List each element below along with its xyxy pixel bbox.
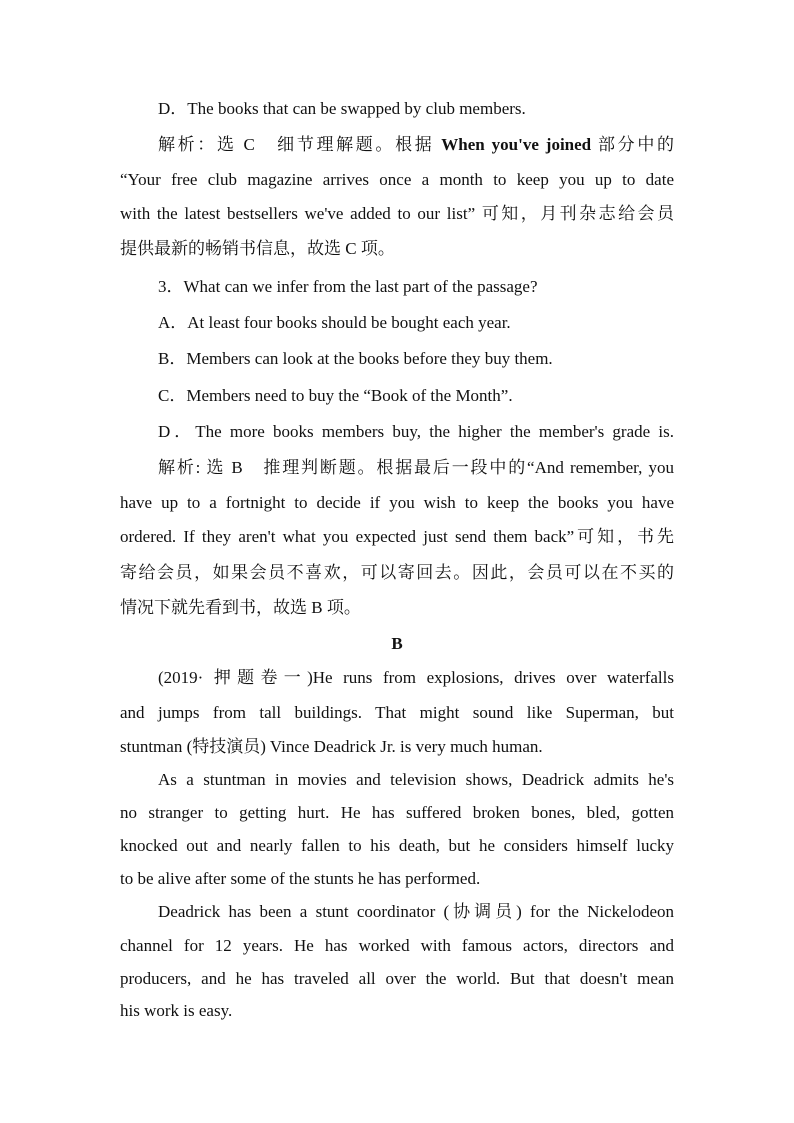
q2-analysis-prefix: 解析：选 C 细节理解题。根据 bbox=[158, 135, 442, 154]
q2-analysis-suffix: 部分中的 bbox=[591, 135, 674, 154]
section-heading: B bbox=[391, 634, 403, 653]
q3-option-d: D．The more books members buy, the higher the member's grade is. bbox=[158, 422, 674, 441]
passage-p3-line-2: channel for 12 years. He has worked with famous actors, directors and bbox=[120, 936, 674, 955]
passage-p2-line-4: to be alive after some of the stunts he has performed. bbox=[120, 869, 481, 888]
q2-analysis-line-3: with the latest bestsellers we've added to our list” 可知，月刊杂志给会员 bbox=[120, 204, 674, 223]
passage-p2-line-3: knocked out and nearly fallen to his death, but he considers himself lucky bbox=[120, 836, 674, 855]
passage-p2-line-1: As a stuntman in movies and television shows, Deadrick admits he's bbox=[158, 770, 674, 789]
passage-p3-line-1: Deadrick has been a stunt coordinator (协调员) for the Nickelodeon bbox=[158, 902, 674, 921]
passage-p3-line-3: producers, and he has traveled all over the world. But that doesn't mean bbox=[120, 969, 674, 988]
q2-analysis-line-1 bbox=[158, 133, 674, 157]
q2-analysis-line-4: 提供最新的畅销书信息，故选 C 项。 bbox=[120, 239, 395, 258]
passage-p1-line-3: stuntman (特技演员) Vince Deadrick Jr. is very much human. bbox=[120, 737, 543, 756]
q3-question: 3．What can we infer from the last part of the passage? bbox=[158, 277, 538, 296]
passage-p2-line-2: no stranger to getting hurt. He has suffered broken bones, bled, gotten bbox=[120, 803, 674, 822]
q3-option-b: B．Members can look at the books before they buy them. bbox=[158, 349, 553, 368]
q2-analysis-line-2: “Your free club magazine arrives once a month to keep you up to date bbox=[120, 170, 674, 189]
q3-analysis-line-3: ordered. If they aren't what you expected just send them back”可知，书先 bbox=[120, 527, 674, 546]
q3-analysis-line-2: have up to a fortnight to decide if you wish to keep the books you have bbox=[120, 493, 674, 512]
q3-option-a: A．At least four books should be bought each year. bbox=[158, 313, 511, 332]
passage-p1-line-2: and jumps from tall buildings. That might sound like Superman, but bbox=[120, 703, 674, 722]
q3-analysis-line-5: 情况下就先看到书，故选 B 项。 bbox=[120, 598, 361, 617]
q2-analysis-bold-ref: When you've joined bbox=[441, 135, 592, 154]
q3-analysis-line-4: 寄给会员，如果会员不喜欢，可以寄回去。因此，会员可以在不买的 bbox=[120, 563, 674, 582]
passage-p1-line-1: (2019· 押题卷一)He runs from explosions, drives over waterfalls bbox=[158, 668, 674, 687]
q3-option-c: C．Members need to buy the “Book of the Month”. bbox=[158, 386, 513, 405]
q3-analysis-line-1: 解析: 选 B 推理判断题。根据最后一段中的“And remember, you bbox=[158, 458, 674, 477]
q2-option-d: D．The books that can be swapped by club members. bbox=[158, 99, 526, 118]
passage-p3-line-4: his work is easy. bbox=[120, 1001, 233, 1020]
